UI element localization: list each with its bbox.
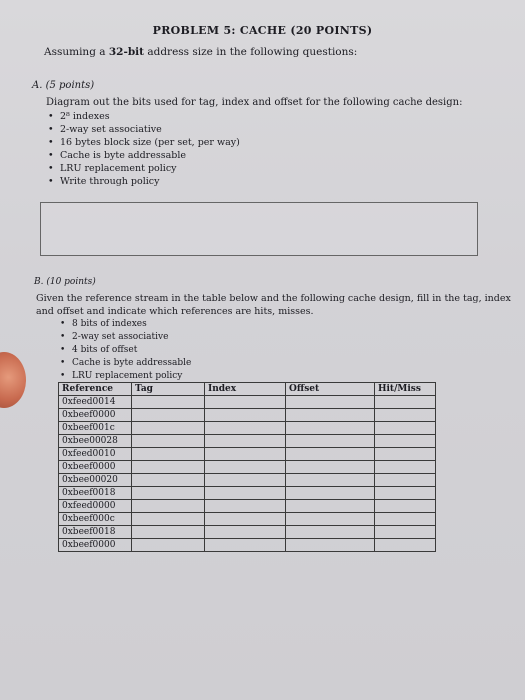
- index-cell[interactable]: [205, 526, 286, 539]
- bullet-icon: •: [60, 358, 66, 368]
- tag-cell[interactable]: [132, 526, 205, 539]
- intro-bold: 32-bit: [108, 46, 145, 58]
- tag-cell[interactable]: [132, 500, 205, 513]
- table-row: [59, 448, 436, 461]
- bullet-text: Cache is byte addressable: [60, 150, 187, 161]
- index-cell[interactable]: [205, 500, 286, 513]
- offset-cell[interactable]: [286, 487, 375, 500]
- offset-cell[interactable]: [286, 409, 375, 422]
- list-item: [60, 357, 191, 370]
- offset-cell[interactable]: [286, 513, 375, 526]
- finger-photo-artifact: [0, 352, 26, 408]
- list-item: [48, 175, 240, 188]
- index-cell[interactable]: [205, 422, 286, 435]
- index-cell[interactable]: [205, 487, 286, 500]
- part-a-answer-box[interactable]: [40, 202, 478, 256]
- bullet-text: LRU replacement policy: [60, 163, 177, 174]
- hit-miss-cell[interactable]: [375, 500, 436, 513]
- reference-cell: 0xbeef000c: [59, 513, 132, 526]
- tag-cell[interactable]: [132, 409, 205, 422]
- bullet-text: Cache is byte addressable: [72, 358, 192, 368]
- index-cell[interactable]: [205, 409, 286, 422]
- offset-cell[interactable]: [286, 448, 375, 461]
- tag-cell[interactable]: [132, 422, 205, 435]
- col-header-hit-miss: Hit/Miss: [375, 383, 436, 396]
- bullet-text: 4 bits of offset: [72, 345, 138, 355]
- bullet-text: 2-way set associative: [72, 332, 169, 342]
- bullet-icon: •: [60, 332, 66, 342]
- table-row: [59, 409, 436, 422]
- list-item: [48, 110, 240, 123]
- tag-cell[interactable]: [132, 461, 205, 474]
- col-header-reference: Reference: [59, 383, 132, 396]
- tag-cell[interactable]: [132, 487, 205, 500]
- bullet-icon: •: [48, 176, 54, 187]
- table-row: [59, 435, 436, 448]
- table-row: [59, 513, 436, 526]
- reference-cell: 0xbee00020: [59, 474, 132, 487]
- bullet-icon: •: [48, 150, 54, 161]
- table-row: [59, 474, 436, 487]
- reference-cell: 0xbeef0000: [59, 539, 132, 552]
- list-item: [60, 331, 191, 344]
- hit-miss-cell[interactable]: [375, 396, 436, 409]
- table-row: [59, 396, 436, 409]
- bullet-text: 16 bytes block size (per set, per way): [60, 137, 240, 148]
- table-row: [59, 500, 436, 513]
- offset-cell[interactable]: [286, 396, 375, 409]
- hit-miss-cell[interactable]: [375, 474, 436, 487]
- index-cell[interactable]: [205, 474, 286, 487]
- table-row: [59, 539, 436, 552]
- bullet-icon: •: [60, 345, 66, 355]
- list-item: [48, 149, 240, 162]
- tag-cell[interactable]: [132, 539, 205, 552]
- bullet-icon: •: [48, 111, 54, 122]
- table-row: [59, 487, 436, 500]
- reference-cell: 0xbeef0018: [59, 487, 132, 500]
- bullet-text: 2⁸ indexes: [60, 111, 110, 122]
- tag-cell[interactable]: [132, 396, 205, 409]
- list-item: [48, 162, 240, 175]
- offset-cell[interactable]: [286, 500, 375, 513]
- offset-cell[interactable]: [286, 539, 375, 552]
- col-header-tag: Tag: [132, 383, 205, 396]
- intro-prefix: Assuming a: [44, 46, 109, 58]
- bullet-text: 2-way set associative: [60, 124, 162, 135]
- bullet-icon: •: [48, 124, 54, 135]
- offset-cell[interactable]: [286, 474, 375, 487]
- hit-miss-cell[interactable]: [375, 448, 436, 461]
- part-b-question: Given the reference stream in the table below and the following cache design, fill in the tag, index and offset and indicate which references are hits, misses.: [36, 293, 511, 317]
- index-cell[interactable]: [205, 539, 286, 552]
- hit-miss-cell[interactable]: [375, 461, 436, 474]
- reference-table: [58, 382, 436, 552]
- tag-cell[interactable]: [132, 474, 205, 487]
- hit-miss-cell[interactable]: [375, 539, 436, 552]
- bullet-icon: •: [48, 163, 54, 174]
- reference-cell: 0xbeef0018: [59, 526, 132, 539]
- list-item: [60, 344, 191, 357]
- list-item: [60, 318, 191, 331]
- hit-miss-cell[interactable]: [375, 435, 436, 448]
- hit-miss-cell[interactable]: [375, 422, 436, 435]
- part-a-bullets: [48, 110, 240, 188]
- reference-cell: 0xfeed0010: [59, 448, 132, 461]
- reference-cell: 0xbeef0000: [59, 409, 132, 422]
- offset-cell[interactable]: [286, 435, 375, 448]
- intro-suffix: address size in the following questions:: [144, 46, 358, 58]
- bullet-icon: •: [48, 137, 54, 148]
- table-header-row: [59, 383, 436, 396]
- bullet-text: LRU replacement policy: [72, 371, 183, 381]
- list-item: [48, 136, 240, 149]
- index-cell[interactable]: [205, 435, 286, 448]
- offset-cell[interactable]: [286, 422, 375, 435]
- table-row: [59, 461, 436, 474]
- list-item: [48, 123, 240, 136]
- index-cell[interactable]: [205, 513, 286, 526]
- col-header-offset: Offset: [286, 383, 375, 396]
- index-cell[interactable]: [205, 461, 286, 474]
- reference-cell: 0xbeef0000: [59, 461, 132, 474]
- reference-cell: 0xbee00028: [59, 435, 132, 448]
- tag-cell[interactable]: [132, 435, 205, 448]
- reference-cell: 0xfeed0014: [59, 396, 132, 409]
- bullet-text: Write through policy: [60, 176, 160, 187]
- index-cell[interactable]: [205, 448, 286, 461]
- col-header-index: Index: [205, 383, 286, 396]
- table-row: [59, 422, 436, 435]
- intro-text: [44, 46, 357, 58]
- table-row: [59, 526, 436, 539]
- hit-miss-cell[interactable]: [375, 487, 436, 500]
- reference-cell: 0xfeed0000: [59, 500, 132, 513]
- page-title: PROBLEM 5: CACHE (20 POINTS): [152, 24, 373, 37]
- part-a-label: A. (5 points): [32, 80, 95, 91]
- part-b-bullets: [60, 318, 191, 383]
- reference-cell: 0xbeef001c: [59, 422, 132, 435]
- index-cell[interactable]: [205, 396, 286, 409]
- reference-table-body: [59, 396, 436, 552]
- offset-cell[interactable]: [286, 461, 375, 474]
- part-b-label: B. (10 points): [34, 277, 96, 287]
- bullet-text: 8 bits of indexes: [72, 319, 147, 329]
- offset-cell[interactable]: [286, 526, 375, 539]
- hit-miss-cell[interactable]: [375, 409, 436, 422]
- bullet-icon: •: [60, 319, 66, 329]
- tag-cell[interactable]: [132, 513, 205, 526]
- tag-cell[interactable]: [132, 448, 205, 461]
- hit-miss-cell[interactable]: [375, 526, 436, 539]
- part-a-question: Diagram out the bits used for tag, index and offset for the following cache design:: [46, 97, 463, 108]
- hit-miss-cell[interactable]: [375, 513, 436, 526]
- bullet-icon: •: [60, 371, 66, 381]
